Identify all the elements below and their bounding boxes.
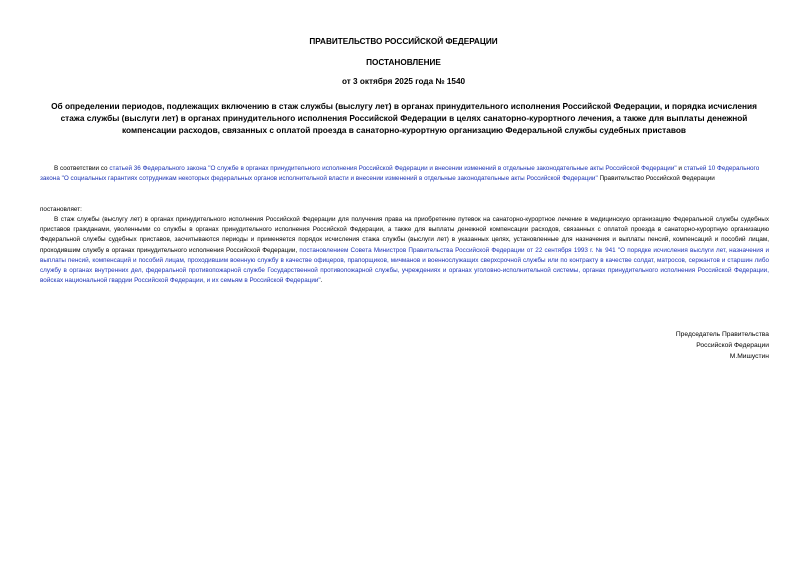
preamble-text-1: В соответствии со [54, 165, 110, 172]
preamble-paragraph [40, 164, 769, 184]
date-number-heading: от 3 октября 2025 года № 1540 [341, 77, 466, 86]
main-paragraph-text: В стаж службы (выслугу лет) в органах принудительного исполнения Российской Федерации для получения права на приобретение путевок на санаторно-курортное лечение в медицинскую организацию Федеральной службы судебных приставов гражданами, уволенными со службы в органах принудительного исполнения Российской Федерации, а также для выплаты денежной компенсации расходов, связанных с оплатой проезда в санаторно-курортную организацию Федеральной службы судебных приставов, засчитываются периоды и применяется порядок исчисления стажа службы (выслуги лет) в указанных целях, установленные для назначения и выплаты пенсий, компенсаций и пособий лицам, проходившим службу в органах принудительного исполнения Российской Федерации, [40, 216, 769, 254]
resolution-941-link[interactable]: постановлением Совета Министров Правительства Российской Федерации от 22 сентября 1993 г. № 941 "О порядке исчисления выслуги лет, назначения и выплаты пенсий, компенсаций и пособий лицам, проходившим военную службу в качестве офицеров, прапорщиков, мичманов и военнослужащих сверхсрочной службы или по контракту в качестве солдат, матросов, сержантов и старшин либо службу в органах внутренних дел, федеральной противопожарной службе Государственной противопожарной службы, учреждениях и органах уголовно-исполнительной системы, органах принудительного исполнения Российской Федерации, войсках национальной гвардии Российской Федерации, и их семьям в Российской Федерации" [40, 246, 769, 285]
document-type-heading: ПОСТАНОВЛЕНИЕ [366, 58, 441, 67]
signature-name: М.Мишустин [729, 353, 769, 360]
law-36-link[interactable]: статьей 36 Федерального закона "О службе в органах принудительного исполнения Российской Федерации и внесении изменений в отдельные законодательные акты Российской Федерации" [109, 165, 677, 172]
signature-position-line1: Председатель Правительства [675, 331, 769, 338]
document-title: Об определении периодов, подлежащих включению в стаж службы (выслугу лет) в органах принудительного исполнения Российской Федерации, и порядка исчисления стажа службы (выслуги лет) в органах принудительного исполнения Российской Федерации в целях санаторно-курортного лечения, а также для выплаты денежной компенсации расходов, связанных с оплатой проезда в санаторно-курортную организацию Федеральной службы судебных приставов [51, 101, 757, 135]
preamble-text-3: Правительство Российской Федерации [597, 175, 715, 183]
law-10-link[interactable]: статьей 10 Федерального закона "О социальных гарантиях сотрудникам некоторых федеральных органов исполнительной власти и внесении изменений в отдельные законодательные акты Российской Федерации" [40, 165, 760, 183]
signature-block [569, 329, 769, 362]
main-paragraph [40, 215, 769, 286]
decrees-label: постановляет: [40, 206, 82, 213]
government-heading: ПРАВИТЕЛЬСТВО РОССИЙСКОЙ ФЕДЕРАЦИИ [309, 37, 498, 46]
preamble-text-2: и [676, 165, 684, 172]
main-paragraph-end: . [320, 277, 323, 285]
signature-position-line2: Российской Федерации [696, 342, 769, 349]
